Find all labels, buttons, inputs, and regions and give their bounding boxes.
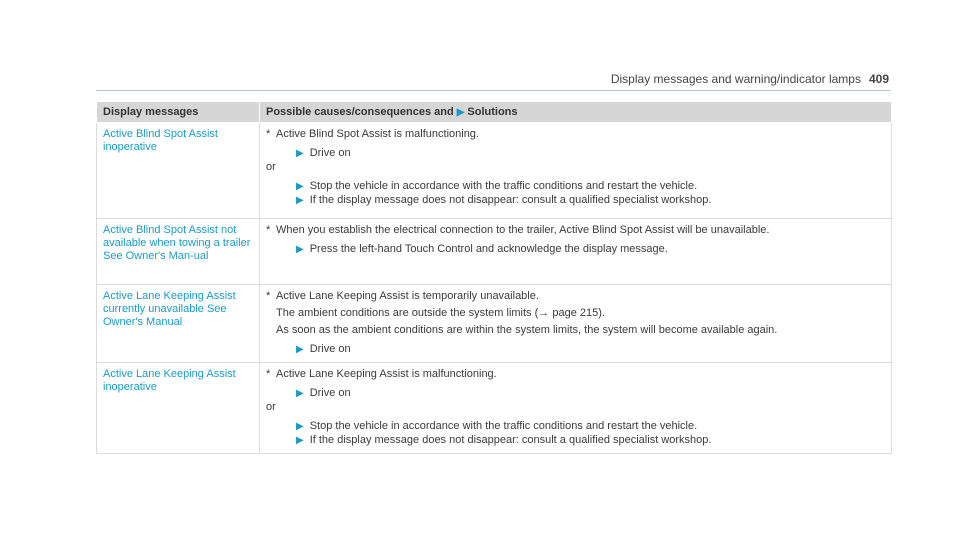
step-text: If the display message does not disappear: consult a qualified specialist workshop. [309,434,712,446]
message-label: Active Blind Spot Assist not available when towing a trailer See Owner's Man-ual [97,219,260,285]
table-row [97,219,892,285]
message-details [260,363,892,454]
info-text: The ambient conditions are outside the system limits (→ page 215). [276,307,605,319]
triangle-right-icon: ▶ [456,107,465,118]
table-row [97,285,892,363]
step-text: Drive on [309,343,351,355]
asterisk-icon: * [266,368,271,380]
cause-text: Active Lane Keeping Assist is temporarily unavailable. [276,290,539,302]
triangle-right-icon: ▶ [296,181,304,192]
triangle-right-icon: ▶ [296,421,304,432]
step-text: If the display message does not disappear: consult a qualified specialist workshop. [309,194,712,206]
table-row [97,123,892,219]
table-header-row [97,102,892,123]
step-text: Stop the vehicle in accordance with the traffic conditions and restart the vehicle. [309,180,698,192]
cause-text: Active Blind Spot Assist is malfunctioning. [276,128,479,140]
step-text: Press the left-hand Touch Control and acknowledge the display message. [309,243,668,255]
triangle-right-icon: ▶ [296,195,304,206]
step-text: Drive on [309,387,351,399]
page-header [611,72,889,86]
message-details [260,123,892,219]
header-title: Display messages and warning/indicator lamps [610,72,861,86]
display-messages-table [96,101,892,454]
message-label: Active Blind Spot Assist inoperative [97,123,260,219]
cause-text: Active Lane Keeping Assist is malfunctioning. [276,368,497,380]
triangle-right-icon: ▶ [296,344,304,355]
or-text: or [266,161,276,173]
cause-text: When you establish the electrical connection to the trailer, Active Blind Spot Assist will be unavailable. [276,224,770,236]
message-details [260,219,892,285]
col-header-causes [260,102,892,123]
step-text: Drive on [309,147,351,159]
message-label: Active Lane Keeping Assist currently unavailable See Owner's Manual [97,285,260,363]
col-header-solutions: Solutions [467,106,518,118]
or-text: or [266,401,276,413]
message-label: Active Lane Keeping Assist inoperative [97,363,260,454]
col-header-causes-pre: Possible causes/consequences and [266,106,454,118]
step-text: Stop the vehicle in accordance with the traffic conditions and restart the vehicle. [309,420,698,432]
table-row [97,363,892,454]
asterisk-icon: * [266,290,271,302]
triangle-right-icon: ▶ [296,435,304,446]
col-header-messages: Display messages [97,102,260,123]
triangle-right-icon: ▶ [296,388,304,399]
triangle-right-icon: ▶ [296,244,304,255]
page-number: 409 [868,72,889,86]
info-text: As soon as the ambient conditions are within the system limits, the system will become available again. [276,324,778,336]
message-details [260,285,892,363]
header-rule [96,90,891,91]
asterisk-icon: * [266,224,271,236]
asterisk-icon: * [266,128,271,140]
triangle-right-icon: ▶ [296,148,304,159]
